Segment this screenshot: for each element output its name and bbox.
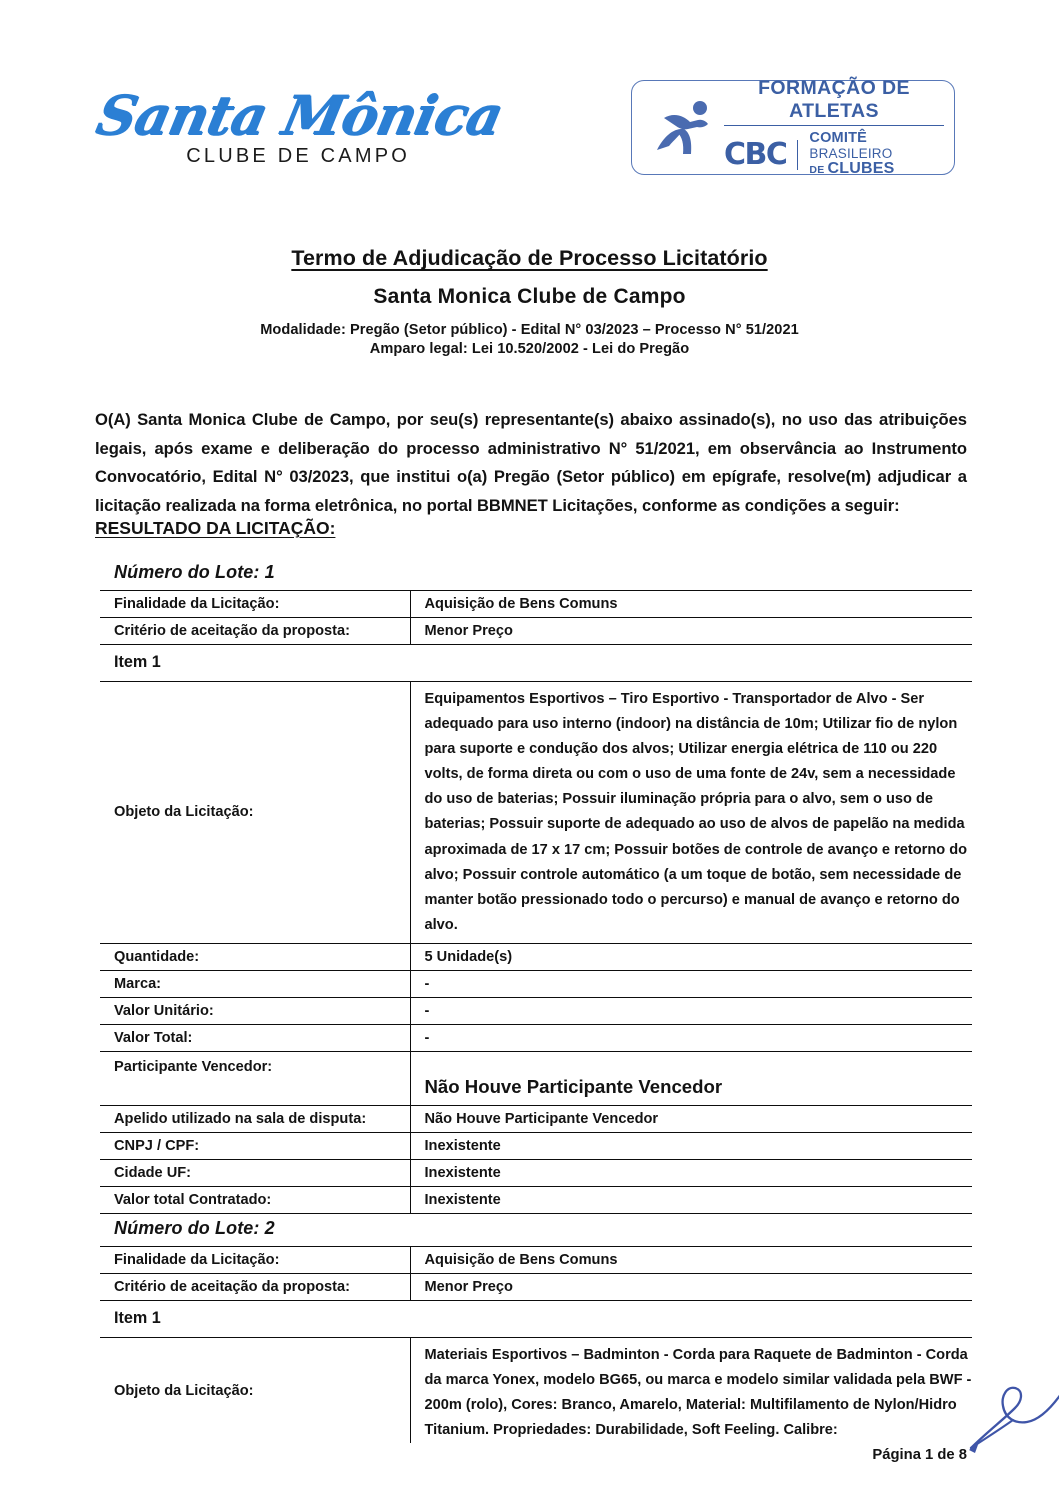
marca-label: Marca: — [100, 970, 410, 997]
table-row — [100, 1105, 972, 1132]
table-row — [100, 970, 972, 997]
participante-vencedor-label: Participante Vencedor: — [100, 1051, 410, 1105]
lote-1-table — [100, 590, 972, 1214]
table-row — [100, 645, 972, 682]
cbc-mark: CBC — [724, 140, 798, 170]
item-label: Item 1 — [100, 645, 972, 682]
cbc-line2: DE CLUBES — [809, 159, 895, 177]
page-title: Termo de Adjudicação de Processo Licitatório — [291, 246, 768, 270]
santa-monica-subtitle: CLUBE DE CAMPO — [186, 145, 410, 167]
cbc-logo — [631, 77, 955, 177]
table-row — [100, 943, 972, 970]
quantidade-label: Quantidade: — [100, 943, 410, 970]
page-footer — [0, 1447, 1059, 1463]
finalidade-value: Aquisição de Bens Comuns — [410, 1247, 972, 1274]
intro-paragraph: O(A) Santa Monica Clube de Campo, por seu(s) representante(s) abaixo assinado(s), no uso das atribuições legais, após exame e deliberação do processo administrativo N° 51/2021, em observância ao Instrumento Convocatório, Edital N° 03/2023, que institui o(a) Pregão (Setor público) em epígrafe, resolve(m) adjudicar a licitação realizada na forma eletrônica, no portal BBMNET Licitações, conforme as condições a seguir: — [95, 410, 967, 516]
apelido-label: Apelido utilizado na sala de disputa: — [100, 1105, 410, 1132]
criterio-label: Critério de aceitação da proposta: — [100, 1274, 410, 1301]
table-row — [100, 1247, 972, 1274]
table-row — [100, 618, 972, 645]
running-athlete-icon — [654, 98, 716, 158]
cidade-value: Inexistente — [410, 1159, 972, 1186]
quantidade-value: 5 Unidade(s) — [410, 943, 972, 970]
finalidade-label: Finalidade da Licitação: — [100, 591, 410, 618]
objeto-value: Materiais Esportivos – Badminton - Corda para Raquete de Badminton - Corda da marca Yonex, modelo BG65, ou marca e modelo similar validada pela BWF - 200m (rolo), Cores: Branco, Amarelo, Material: Multifilamento de Nylon/Hidro Titanium. Propriedades: Durabilidade, Soft Feeling. Calibre: — [410, 1338, 972, 1444]
apelido-value: Não Houve Participante Vencedor — [410, 1105, 972, 1132]
table-row — [100, 1051, 972, 1105]
valor-contratado-value: Inexistente — [410, 1186, 972, 1213]
table-row — [100, 1186, 972, 1213]
criterio-value: Menor Preço — [410, 1274, 972, 1301]
lote-2-table — [100, 1246, 972, 1443]
valor-unitario-label: Valor Unitário: — [100, 997, 410, 1024]
lote-1-block — [100, 562, 972, 1214]
valor-total-label: Valor Total: — [100, 1024, 410, 1051]
page-number: Página 1 de 8 — [872, 1447, 967, 1463]
table-row — [100, 591, 972, 618]
valor-unitario-value: - — [410, 997, 972, 1024]
table-row — [100, 1338, 972, 1444]
table-row — [100, 1301, 972, 1338]
objeto-label: Objeto da Licitação: — [100, 682, 410, 944]
section-heading-resultado: RESULTADO DA LICITAÇÃO: — [95, 518, 336, 538]
marca-value: - — [410, 970, 972, 997]
finalidade-value: Aquisição de Bens Comuns — [410, 591, 972, 618]
cbc-tagline: FORMAÇÃO DE ATLETAS — [724, 77, 944, 126]
participante-vencedor-value: Não Houve Participante Vencedor — [410, 1051, 972, 1105]
cnpj-label: CNPJ / CPF: — [100, 1132, 410, 1159]
valor-contratado-label: Valor total Contratado: — [100, 1186, 410, 1213]
table-row — [100, 997, 972, 1024]
lote-1-title: Número do Lote: 1 — [114, 562, 275, 582]
cbc-logo-text — [724, 77, 944, 177]
table-row — [100, 1024, 972, 1051]
page-header — [0, 0, 1059, 205]
cbc-line1: COMITÊ BRASILEIRO — [809, 130, 893, 161]
cidade-label: Cidade UF: — [100, 1159, 410, 1186]
objeto-value: Equipamentos Esportivos – Tiro Esportivo - Transportador de Alvo - Ser adequado para uso interno (indoor) na distância de 10m; Utilizar fio de nylon para suporte e condução dos alvos; Utilizar energia elétrica de 110 ou 220 volts, de forma direta ou com o uso de uma fonte de 24v, sem a necessidade do uso de baterias; Possuir iluminação própria para o alvo, sem o uso de baterias; Possuir suporte de adequado ao uso de alvos de papelão na medida aproximada de 17 x 17 cm; Possuir botões de controle de avanço e retorno do alvo; Possuir controle automático (a um toque de botão, sem necessidade de manter botão pressionado todo o percurso) e manual de avanço e retorno do alvo. — [410, 682, 972, 944]
valor-total-value: - — [410, 1024, 972, 1051]
cnpj-value: Inexistente — [410, 1132, 972, 1159]
organization-name: Santa Monica Clube de Campo — [373, 285, 686, 308]
santa-monica-wordmark: Santa Mônica — [90, 83, 508, 147]
table-row — [100, 1274, 972, 1301]
finalidade-label: Finalidade da Licitação: — [100, 1247, 410, 1274]
lote-2-title: Número do Lote: 2 — [114, 1218, 275, 1238]
table-row — [100, 1159, 972, 1186]
legal-basis-line: Amparo legal: Lei 10.520/2002 - Lei do Pregão — [369, 341, 690, 357]
criterio-value: Menor Preço — [410, 618, 972, 645]
santa-monica-logo — [90, 83, 512, 168]
criterio-label: Critério de aceitação da proposta: — [100, 618, 410, 645]
modality-line: Modalidade: Pregão (Setor público) - Edital N° 03/2023 – Processo N° 51/2021 — [260, 322, 799, 338]
lote-2-block — [100, 1218, 972, 1443]
objeto-label: Objeto da Licitação: — [100, 1338, 410, 1444]
title-block — [0, 246, 1059, 357]
item-label: Item 1 — [100, 1301, 972, 1338]
table-row — [100, 1132, 972, 1159]
table-row — [100, 682, 972, 944]
